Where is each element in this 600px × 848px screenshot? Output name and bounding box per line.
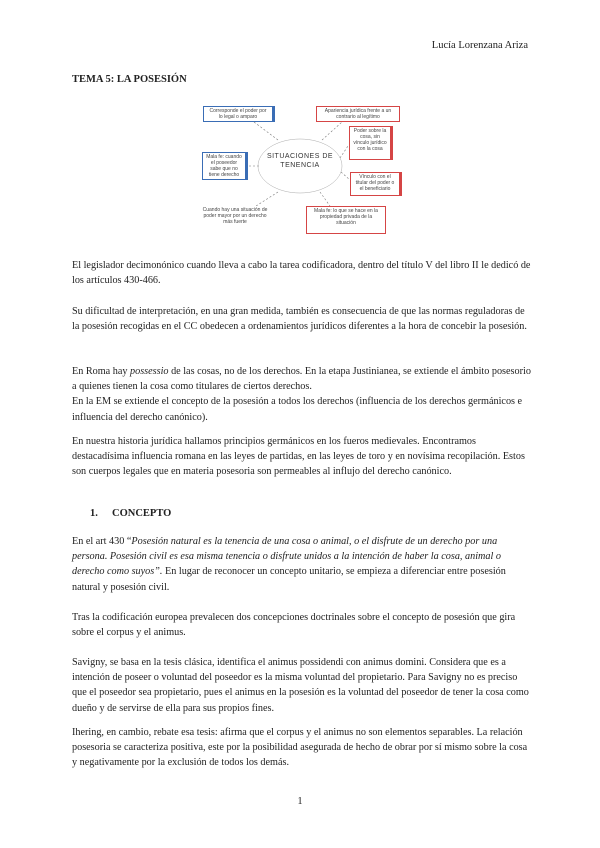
diagram-node-right-lower: Vínculo con el titular del poder o el beneficiario xyxy=(350,172,402,196)
paragraph-6: Tras la codificación europea prevalecen dos concepciones doctrinales sobre el concepto de posesión que gira sobre el corpus y el animus. xyxy=(72,612,516,639)
paragraph-5-text-a: En el art 430 “ xyxy=(72,536,132,547)
connector-bottom-left xyxy=(256,192,278,206)
paragraph-1: El legislador decimonónico cuando lleva a cabo la tarea codificadora, dentro del título V del libro II le dedicó de los artículos 430-466. xyxy=(72,260,531,287)
diagram-node-bottom-right: Mala fe: lo que se hace en la propiedad privada de la situación xyxy=(306,206,386,234)
connector-top-right xyxy=(322,122,342,140)
paragraph-3 xyxy=(72,364,532,425)
diagram-connectors xyxy=(0,0,600,260)
connector-bottom-right xyxy=(320,192,330,206)
paragraph-5 xyxy=(72,534,532,595)
header-author: Lucía Lorenzana Ariza xyxy=(431,40,528,51)
tenencia-diagram xyxy=(0,0,600,260)
paragraph-3-text-a: En Roma hay xyxy=(72,366,131,377)
section-label: CONCEPTO xyxy=(112,508,172,519)
diagram-node-left: Mala fe: cuando el poseedor sabe que no tiene derecho xyxy=(202,152,248,180)
section-heading xyxy=(90,508,171,519)
page-title: TEMA 5: LA POSESIÓN xyxy=(72,74,187,85)
section-number: 1. xyxy=(90,508,98,519)
diagram-node-top-left: Corresponde el poder por lo legal o amparo xyxy=(203,106,275,122)
paragraph-3-text-c: de las cosas, no de los derechos. En la etapa Justinianea, se extiende el ámbito posesorio a quienes tienen la cosa como titulares de ciertos derechos. xyxy=(72,366,531,393)
paragraph-4: En nuestra historia jurídica hallamos principios germánicos en los fueros medievales. Encontramos destacadísima influencia romana en las leyes de partidas, en las leyes de toro y en novísima recopilación. Estos son cuerpos legales que en materia posesoria son permeables al influjo del derecho canónico. xyxy=(72,436,525,478)
diagram-node-bottom-left: Cuando hay una situación de poder mayor por un derecho más fuerte xyxy=(197,206,273,240)
paragraph-3-text-d: En la EM se extiende el concepto de la posesión a todos los derechos (influencia de los derechos germánicos e influencia del derecho canónico). xyxy=(72,396,523,423)
connector-top-left xyxy=(254,122,278,140)
diagram-node-right-upper: Poder sobre la cosa, sin vínculo jurídico con la cosa xyxy=(349,126,393,160)
diagram-center-label: SITUACIONES DE TENENCIA xyxy=(266,153,334,169)
paragraph-2: Su dificultad de interpretación, en una gran medida, también es consecuencia de que las normas reguladoras de la posesión recogidas en el CC obedecen a ordenamientos jurídicos diferentes a la hora de concebir la posesión. xyxy=(72,306,527,333)
connector-right-upper xyxy=(340,146,348,158)
paragraph-5-quote: Posesión natural es la tenencia de una cosa o animal, o el disfrute de un derecho por una persona. Posesión civil es esa misma tenencia o disfrute unidos a la intención de haber la cosa, animal o derecho como suyos”. xyxy=(72,536,501,578)
connector-right-lower xyxy=(341,172,350,180)
paragraph-7: Savigny, se basa en la tesis clásica, identifica el animus possidendi con animus domini. Considera que es a intención de poseer o voluntad del poseedor es la misma voluntad del propietario. Para Savigny no es preciso que el poseedor sea propietario, pues el animus en la posesión es la voluntad del poseedor de tener la cosa como dueño y de servirse de ella para sus propios fines. xyxy=(72,657,529,714)
paragraph-3-possessio: possessio xyxy=(130,366,169,377)
paragraph-8: Ihering, en cambio, rebate esa tesis: afirma que el corpus y el animus no son elementos separables. La relación posesoria se caracteriza positiva, este por la posibilidad asegurada de hecho de obrar por sí mismo sobre la cosa y negativamente por la exclusión de todos los demás. xyxy=(72,727,528,769)
paragraph-5-text-c: En lugar de reconocer un concepto unitario, se empieza a diferenciar entre posesión natural y posesión civil. xyxy=(72,566,506,593)
page-number: 1 xyxy=(297,796,303,807)
diagram-node-top-right: Apariencia jurídica frente a un contrario al legítimo xyxy=(316,106,400,122)
